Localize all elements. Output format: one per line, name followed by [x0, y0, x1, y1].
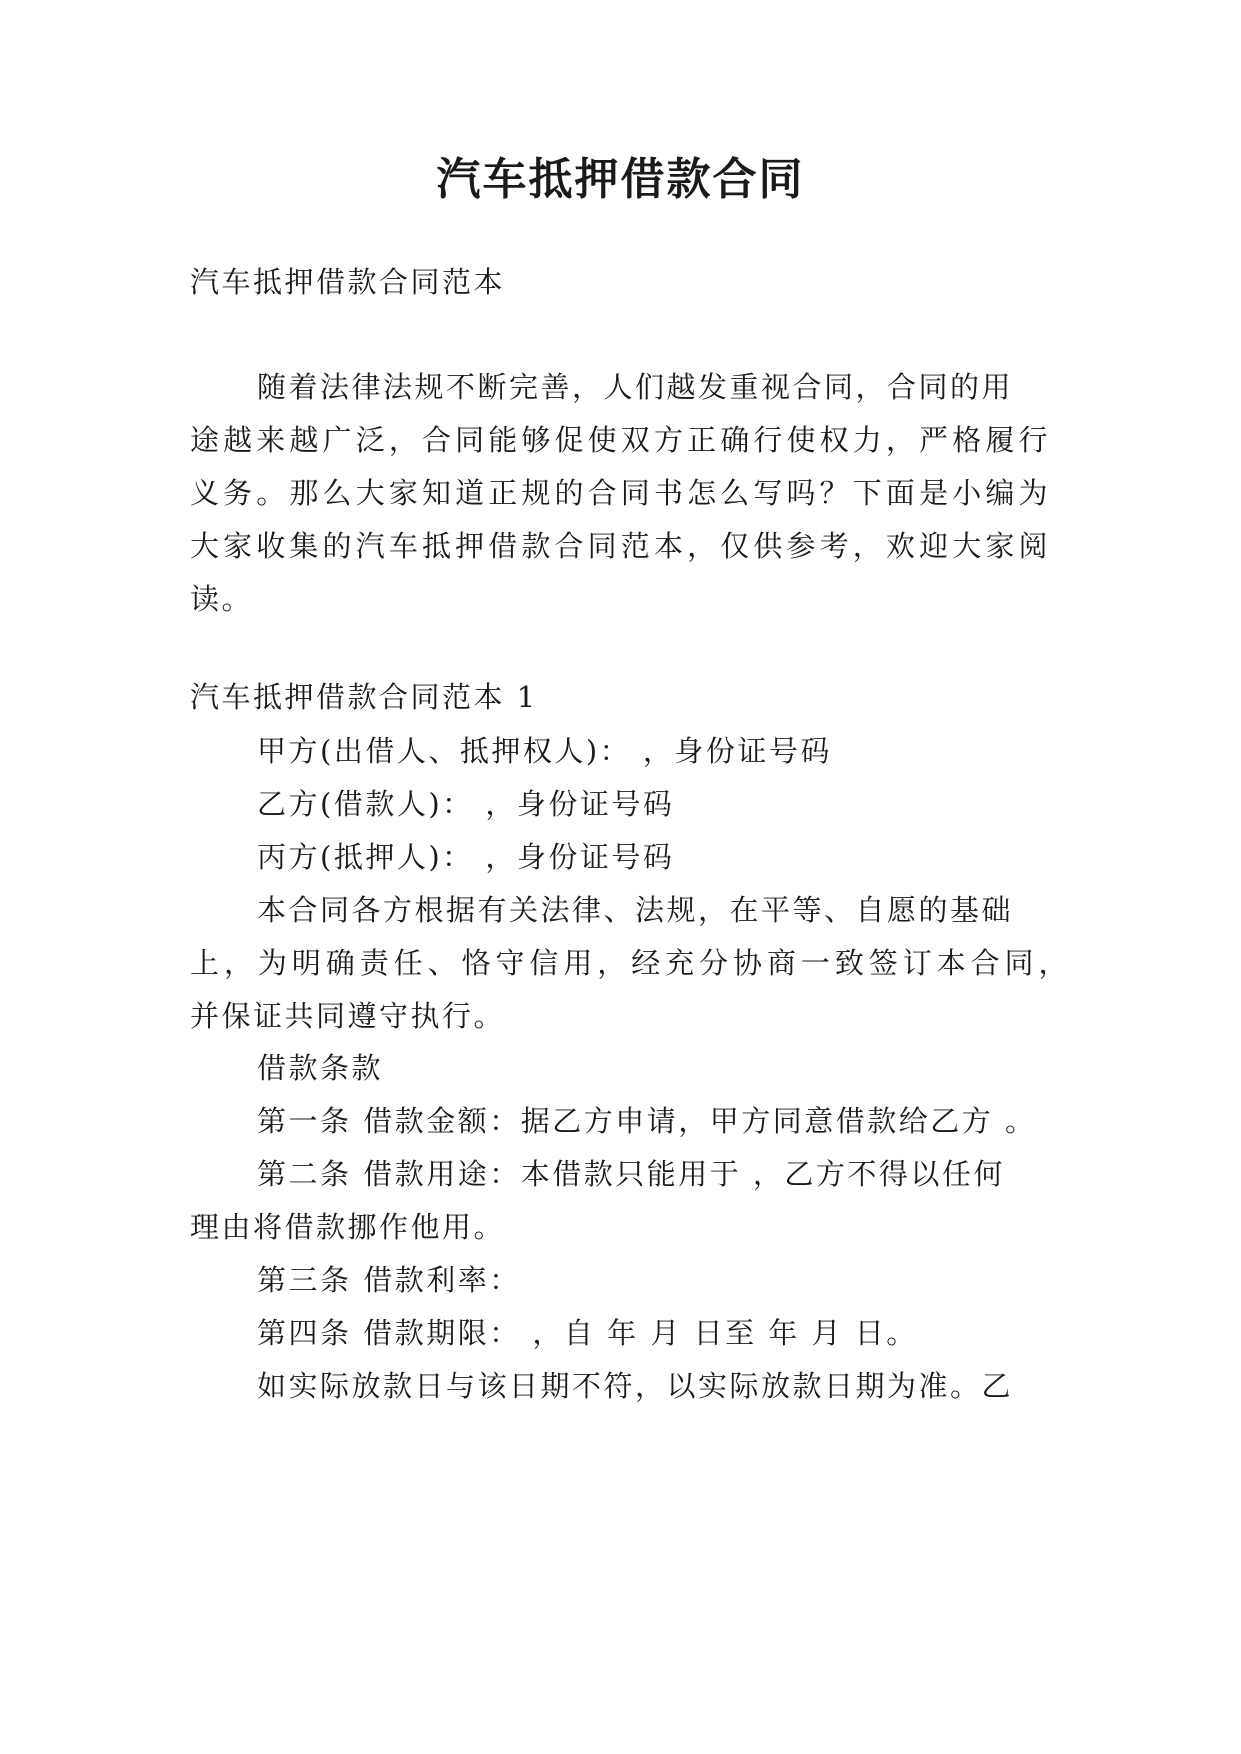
loan-terms-heading: 借款条款 — [257, 1051, 384, 1085]
article-4-note: 如实际放款日与该日期不符，以实际放款日期为准。乙 — [257, 1369, 1014, 1403]
preamble-line-3: 并保证共同遵守执行。 — [190, 999, 506, 1033]
preamble-line-1: 本合同各方根据有关法律、法规，在平等、自愿的基础 — [257, 893, 1014, 927]
preamble-line-2: 上，为明确责任、恪守信用，经充分协商一致签订本合同， — [190, 946, 1070, 980]
article-4: 第四条 借款期限： ，自 年 月 日至 年 月 日。 — [257, 1316, 918, 1350]
document-subtitle: 汽车抵押借款合同范本 — [190, 265, 506, 299]
intro-line-1: 随着法律法规不断完善，人们越发重视合同，合同的用 — [257, 370, 1014, 404]
article-2-line-2: 理由将借款挪作他用。 — [190, 1210, 506, 1244]
intro-line-4: 大家收集的汽车抵押借款合同范本，仅供参考，欢迎大家阅 — [190, 529, 1050, 563]
party-a-line: 甲方(出借人、抵押权人)： ，身份证号码 — [257, 734, 832, 768]
article-3: 第三条 借款利率： — [257, 1263, 521, 1297]
article-1: 第一条 借款金额：据乙方申请，甲方同意借款给乙方 。 — [257, 1104, 1037, 1138]
section-heading: 汽车抵押借款合同范本 1 — [190, 680, 538, 714]
intro-line-3: 义务。那么大家知道正规的合同书怎么写吗？下面是小编为 — [190, 476, 1050, 510]
article-2-line-1: 第二条 借款用途：本借款只能用于 ，乙方不得以任何 — [257, 1157, 1005, 1191]
party-b-line: 乙方(借款人)： ，身份证号码 — [257, 787, 675, 821]
intro-line-5: 读。 — [190, 582, 254, 616]
document-title: 汽车抵押借款合同 — [436, 154, 805, 205]
party-c-line: 丙方(抵押人)： ，身份证号码 — [257, 840, 675, 874]
intro-line-2: 途越来越广泛，合同能够促使双方正确行使权力，严格履行 — [190, 423, 1050, 457]
